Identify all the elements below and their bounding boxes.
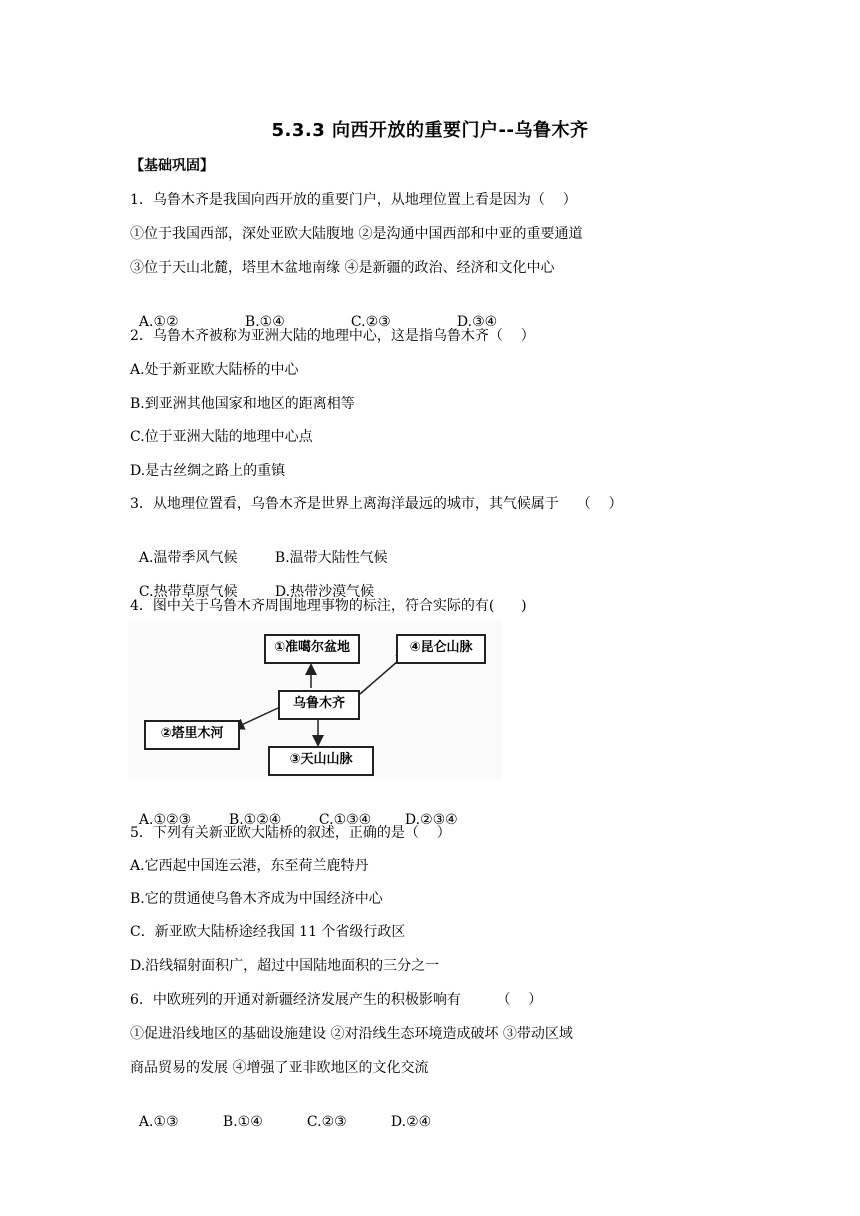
q1-option-c: C.②③ bbox=[350, 314, 391, 330]
q1-option-d: D.③④ bbox=[456, 314, 498, 330]
q6-stem: 6．中欧班列的开通对新疆经济发展产生的积极影响有 （ ） bbox=[130, 992, 543, 1008]
diagram-box-tianshan-mountains: ③天山山脉 bbox=[268, 746, 374, 776]
q2-option-c: C.位于亚洲大陆的地理中心点 bbox=[130, 429, 313, 445]
q6-option-a: A.①③ bbox=[138, 1114, 179, 1130]
q6-option-b: B.①④ bbox=[222, 1114, 263, 1130]
q6-option-d: D.②④ bbox=[390, 1114, 432, 1130]
arrow-to-box2 bbox=[235, 708, 278, 728]
q1-option-a: A.①② bbox=[138, 314, 179, 330]
q3-option-d: D.热带沙漠气候 bbox=[274, 584, 375, 600]
q4-option-b: B.①②④ bbox=[228, 812, 282, 828]
q2-option-d: D.是古丝绸之路上的重镇 bbox=[130, 463, 286, 479]
q4-stem: 4．图中关于乌鲁木齐周围地理事物的标注，符合实际的有( ) bbox=[130, 598, 527, 614]
q6-statement-2: 商品贸易的发展 ④增强了亚非欧地区的文化交流 bbox=[130, 1060, 429, 1076]
q2-option-a: A.处于新亚欧大陆桥的中心 bbox=[130, 362, 299, 378]
q1-statement-2: ③位于天山北麓，塔里木盆地南缘 ④是新疆的政治、经济和文化中心 bbox=[130, 260, 555, 276]
section-heading: 【基础巩固】 bbox=[130, 158, 214, 174]
q4-option-d: D.②③④ bbox=[404, 812, 458, 828]
q1-option-b: B.①④ bbox=[244, 314, 285, 330]
q5-option-d: D.沿线辐射面积广，超过中国陆地面积的三分之一 bbox=[130, 958, 440, 974]
q3-stem: 3．从地理位置看，乌鲁木齐是世界上离海洋最远的城市，其气候属于 （ ） bbox=[130, 496, 623, 512]
q6-option-c: C.②③ bbox=[306, 1114, 347, 1130]
q3-option-a: A.温带季风气候 bbox=[138, 550, 238, 566]
q2-stem: 2．乌鲁木齐被称为亚洲大陆的地理中心，这是指乌鲁木齐（ ） bbox=[130, 328, 535, 344]
page-title: 5.3.3 向西开放的重要门户--乌鲁木齐 bbox=[271, 120, 589, 141]
q1-stem: 1．乌鲁木齐是我国向西开放的重要门户，从地理位置上看是因为（ ） bbox=[130, 192, 577, 208]
q5-option-c: C．新亚欧大陆桥途经我国 11 个省级行政区 bbox=[130, 924, 406, 940]
q3-option-b: B.温带大陆性气候 bbox=[274, 550, 388, 566]
q6-statement-1: ①促进沿线地区的基础设施建设 ②对沿线生态环境造成破坏 ③带动区域 bbox=[130, 1026, 573, 1042]
q4-option-a: A.①②③ bbox=[138, 812, 192, 828]
q4-option-c: C.①③④ bbox=[318, 812, 372, 828]
diagram-box-kunlun-mountains: ④昆仑山脉 bbox=[396, 634, 486, 664]
q5-option-b: B.它的贯通使乌鲁木齐成为中国经济中心 bbox=[130, 891, 383, 907]
q4-diagram bbox=[128, 620, 502, 780]
q6-options bbox=[130, 1092, 431, 1132]
diagram-box-tarim-river: ②塔里木河 bbox=[144, 720, 240, 750]
q2-option-b: B.到亚洲其他国家和地区的距离相等 bbox=[130, 396, 355, 412]
q5-stem: 5．下列有关新亚欧大陆桥的叙述，正确的是（ ） bbox=[130, 825, 451, 841]
diagram-box-junggar-basin: ①准噶尔盆地 bbox=[264, 634, 360, 664]
q1-statement-1: ①位于我国西部，深处亚欧大陆腹地 ②是沟通中国西部和中亚的重要通道 bbox=[130, 226, 583, 242]
diagram-box-urumqi: 乌鲁木齐 bbox=[278, 690, 360, 720]
q5-option-a: A.它西起中国连云港，东至荷兰鹿特丹 bbox=[130, 858, 369, 874]
q3-option-c: C.热带草原气候 bbox=[138, 584, 238, 600]
